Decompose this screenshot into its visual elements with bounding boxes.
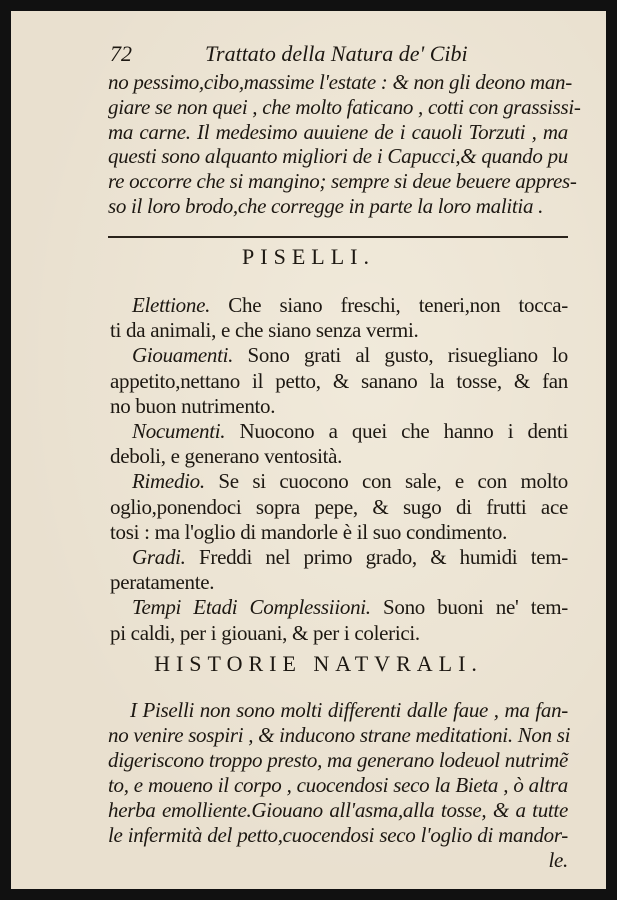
text-line: [110, 469, 568, 493]
text-line: giare se non quei , che molto faticano , cotti con grassissi-: [108, 94, 581, 119]
entry-label: Rimedio.: [132, 469, 205, 494]
entry-label: Tempi Etadi Complessiioni.: [132, 595, 371, 620]
text-line: [110, 318, 568, 342]
text-line: re occorre che si mangino; sempre si deue beuere appres-: [108, 169, 577, 194]
text-line: no pessimo,cibo,massime l'estate : & non gli deono man-: [108, 70, 572, 94]
text-line: digeriscono troppo presto, ma generano lodeuol nutrimẽ: [108, 748, 568, 772]
entry-text: Freddi nel primo grado, & humidi tem-: [185, 545, 568, 569]
entry-text: Sono buoni ne' tem-: [370, 595, 568, 620]
entry-label: Gradi.: [132, 545, 186, 569]
text-line: herba emolliente.Giouano all'asma,alla tosse, & a tutte: [108, 798, 568, 822]
text-line: le.: [548, 848, 568, 872]
entry-text: Sono grati al gusto, risuegliano lo: [233, 343, 568, 368]
section-title: PISELLI.: [242, 244, 375, 269]
entry-label: Elettione.: [132, 293, 211, 317]
entry-label: Giouamenti.: [132, 343, 234, 368]
entry-text: deboli, e generano ventosità.: [110, 444, 343, 469]
entry-text: Che siano freschi, teneri,non tocca-: [210, 293, 568, 317]
text-line: [110, 595, 568, 619]
text-line: [110, 495, 568, 519]
text-line: ma carne. Il medesimo auuiene de i cauoli Torzuti , ma: [108, 119, 568, 144]
text-line: [110, 570, 568, 594]
text-line: no venire sospiri , & inducono strane meditationi. Non si: [108, 723, 571, 747]
running-title: Trattato della Natura de' Cibi: [205, 41, 468, 66]
entry-text: oglio,ponendoci sopra pepe, & sugo di frutti ace: [110, 494, 568, 519]
text-line: questi sono alquanto migliori de i Capucci,& quando pu: [108, 144, 568, 169]
entry-text: Nuocono a quei che hanno i denti: [225, 419, 568, 443]
text-line: to, e moueno il corpo , cuocendosi seco la Bieta , ò altra: [108, 773, 568, 797]
entry-text: ti da animali, e che siano senza vermi.: [110, 318, 419, 343]
entry-text: pi caldi, per i giouani, & per i colerici.: [110, 620, 420, 645]
text-line: [110, 545, 568, 569]
entry-label: Nocumenti.: [132, 419, 226, 443]
subsection-title: HISTORIE NATVRALI.: [154, 651, 483, 676]
text-line: [110, 369, 568, 393]
text-line: [110, 419, 568, 443]
page-number: 72: [110, 41, 132, 66]
text-line: [110, 293, 568, 317]
text-line: [110, 394, 568, 418]
text-line: le infermità del petto,cuocendosi seco l'oglio di mandor-: [108, 823, 568, 847]
entry-text: peratamente.: [110, 570, 215, 595]
text-line: so il loro brodo,che corregge in parte la loro malitia .: [108, 194, 544, 218]
text-line: [110, 520, 568, 544]
book-page: [11, 11, 606, 889]
text-line: I Piselli non sono molti differenti dalle faue , ma fan-: [130, 698, 568, 722]
entry-text: tosi : ma l'oglio di mandorle è il suo condimento.: [110, 519, 508, 544]
entry-text: appetito,nettano il petto, & sanano la tosse, & fan: [110, 368, 568, 393]
entry-text: no buon nutrimento.: [110, 393, 276, 418]
text-line: [110, 444, 568, 468]
text-line: [110, 621, 568, 645]
entry-text: Se si cuocono con sale, e con molto: [204, 469, 568, 494]
section-divider: [108, 236, 568, 238]
text-line: [110, 343, 568, 367]
